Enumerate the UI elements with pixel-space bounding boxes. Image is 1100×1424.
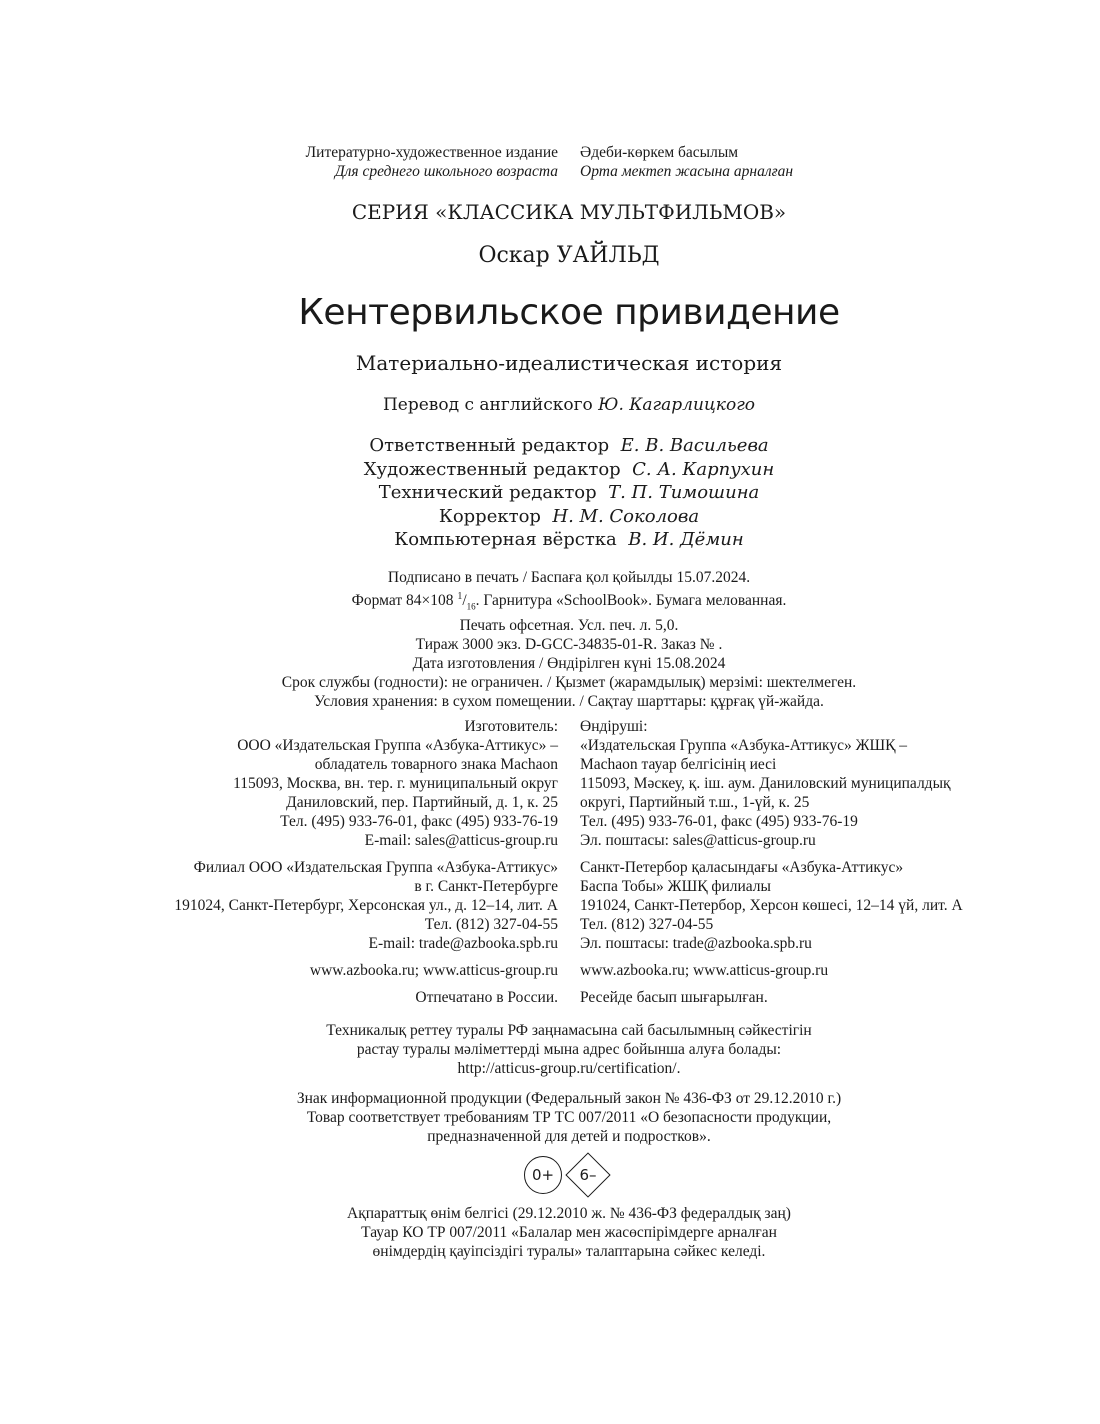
text-line: Филиал ООО «Издательская Группа «Азбука-Аттикус»: [193, 859, 558, 876]
text-line: Өндіруші:: [580, 718, 648, 735]
two-column-row: [0, 143, 1100, 162]
age-kz: Орта мектеп жасына арналған: [580, 163, 794, 180]
certification: [0, 1021, 1100, 1078]
two-column-row: [0, 717, 1100, 736]
header-block: [0, 143, 1100, 181]
branch-block: [0, 858, 1100, 953]
translation: [0, 395, 1100, 415]
two-column-row: [0, 736, 1100, 755]
text-line: E-mail: trade@azbooka.spb.ru: [368, 935, 558, 952]
print-line: Срок службы (годности): не ограничен. / Қызмет (жарамдылық) мерзімі: шектелмеген.: [281, 674, 857, 692]
two-column-row: [0, 896, 1100, 915]
text-line: Н. М. Соколова: [552, 505, 700, 527]
text-line: Тел. (495) 933-76-01, факс (495) 933-76-19: [580, 813, 858, 830]
two-column-row: [0, 915, 1100, 934]
text-line: Технический редактор: [378, 482, 597, 504]
text-line: Баспа Тобы» ЖШҚ филиалы: [580, 878, 771, 895]
text-line: Ресейде басып шығарылған.: [580, 989, 768, 1006]
certification-link[interactable]: http://atticus-group.ru/certification/.: [457, 1060, 681, 1077]
age-rating-badge: 0+: [524, 1156, 562, 1194]
signed-line: Подписано в печать / Баспаға қол қойылды 15.07.2024.: [387, 569, 751, 586]
web-links-kz[interactable]: www.azbooka.ru; www.atticus-group.ru: [580, 962, 829, 979]
two-column-row: [0, 162, 1100, 181]
text-line: Санкт-Петербор қаласындағы «Азбука-Аттикус»: [580, 859, 904, 876]
two-column-row: [0, 831, 1100, 850]
two-column-row: [0, 934, 1100, 953]
age-badges: [524, 1153, 610, 1197]
sign-ru: [0, 1089, 1100, 1146]
text-line: Е. В. Васильева: [620, 435, 769, 456]
subtitle: Материально-идеалистическая история: [355, 351, 783, 375]
text-line: Machaon тауар белгісінің иесі: [580, 756, 777, 773]
text-line: 1: [457, 591, 463, 602]
text-line: Корректор: [438, 505, 541, 527]
text-line: Эл. поштасы: trade@azbooka.spb.ru: [580, 935, 812, 952]
print-line: Дата изготовления / Өндірілген күні 15.08.2024: [412, 655, 726, 673]
manufacturer-block: [0, 717, 1100, 850]
text-line: 115093, Мәскеу, қ. іш. аум. Даниловский муниципалдық: [580, 775, 951, 792]
text-line: Тауар КО ТР 007/2011 «Балалар мен жасөспірімдерге арналған: [361, 1224, 777, 1241]
two-column-row: [0, 988, 1100, 1007]
text-line: 16: [466, 601, 476, 612]
book-title: Кентервильское привидение: [298, 292, 840, 333]
age-ru: Для среднего школьного возраста: [334, 163, 558, 180]
text-line: Т. П. Тимошина: [608, 482, 760, 504]
editor-line: [0, 528, 1100, 552]
text-line: Знак информационной продукции (Федеральный закон № 436-ФЗ от 29.12.2010 г.): [296, 1090, 842, 1107]
two-column-row: [0, 812, 1100, 831]
editors: [0, 434, 1100, 552]
two-column-row: [0, 793, 1100, 812]
text-line: предназначенной для детей и подростков».: [427, 1128, 711, 1145]
printed-block: [0, 988, 1100, 1007]
two-column-row: [0, 755, 1100, 774]
print-info: [0, 568, 1100, 711]
print-line: Печать офсетная. Усл. печ. л. 5,0.: [459, 617, 679, 635]
text-line: . Гарнитура «SchoolBook». Бумага мелованная.: [475, 592, 787, 610]
two-column-row: [0, 961, 1100, 980]
text-line: обладатель товарного знака Machaon: [314, 756, 558, 773]
web-links-ru[interactable]: www.azbooka.ru; www.atticus-group.ru: [309, 962, 558, 979]
text-line: Тел. (495) 933-76-01, факс (495) 933-76-19: [280, 813, 558, 830]
two-column-row: [0, 774, 1100, 793]
text-line: 115093, Москва, вн. тер. г. муниципальный округ: [233, 775, 558, 792]
text-line: өнімдердің қауіпсіздігі туралы» талаптарына сәйкес келеді.: [372, 1243, 766, 1260]
text-line: Эл. поштасы: sales@atticus-group.ru: [580, 832, 816, 849]
editor-line: [0, 434, 1100, 458]
text-line: Даниловский, пер. Партийный, д. 1, к. 25: [286, 794, 558, 811]
author: Оскар УАЙЛЬД: [478, 243, 660, 268]
genre-ru: Литературно-художественное издание: [305, 144, 558, 161]
text-line: Изготовитель:: [464, 718, 558, 735]
editor-line: [0, 505, 1100, 529]
two-column-row: [0, 858, 1100, 877]
text-line: Художественный редактор: [363, 458, 621, 480]
text-line: Отпечатано в России.: [415, 989, 558, 1006]
text-line: растау туралы мәліметтерді мына адрес бойынша алуға болады:: [356, 1041, 782, 1058]
print-line: Условия хранения: в сухом помещении. / Сақтау шарттары: құрғақ үй-жайда.: [314, 693, 824, 711]
text-line: Ақпараттық өнім белгісі (29.12.2010 ж. № 436-ФЗ федералдық заң): [347, 1205, 791, 1222]
text-line: Тел. (812) 327-04-55: [580, 916, 714, 933]
text-line: округі, Партийный т.ш., 1-үй, к. 25: [580, 794, 810, 811]
two-column-row: [0, 877, 1100, 896]
text-line: Техникалық реттеу туралы РФ заңнамасына сай басылымның сәйкестігін: [326, 1022, 812, 1039]
translator: Ю. Кагарлицкого: [598, 395, 756, 415]
text-line: E-mail: sales@atticus-group.ru: [364, 832, 558, 849]
text-line: 191024, Санкт-Петербор, Херсон көшесі, 12–14 үй, лит. А: [580, 897, 963, 914]
text-line: ООО «Издательская Группа «Азбука-Аттикус» –: [237, 737, 558, 754]
print-line: Тираж 3000 экз. D-GCC-34835-01-R. Заказ № .: [415, 636, 723, 654]
text-line: Ответственный редактор: [369, 435, 610, 456]
text-line: «Издательская Группа «Азбука-Аттикус» ЖШҚ –: [580, 737, 908, 754]
diamond-rating-badge: [566, 1153, 610, 1197]
format-line: Формат 84×108 $^1/_{16}$. Гарнитура «SchoolBook». Бумага мелованная.: [351, 591, 787, 612]
text-line: в г. Санкт-Петербурге: [414, 878, 558, 895]
series: СЕРИЯ «КЛАССИКА МУЛЬТФИЛЬМОВ»: [351, 200, 787, 224]
text-line: Компьютерная вёрстка: [394, 529, 617, 551]
text-line: 6–: [579, 1166, 597, 1184]
web-block: [0, 961, 1100, 980]
editor-line: [0, 458, 1100, 482]
translation-label: Перевод с английского: [382, 395, 593, 415]
text-line: В. И. Дёмин: [628, 529, 744, 551]
sign-kz: [0, 1204, 1100, 1261]
text-line: С. А. Карпухин: [632, 458, 775, 480]
text-line: Тел. (812) 327-04-55: [424, 916, 558, 933]
editor-line: [0, 481, 1100, 505]
text-line: 191024, Санкт-Петербург, Херсонская ул., д. 12–14, лит. А: [174, 897, 558, 914]
text-line: Формат 84×108: [351, 592, 458, 610]
text-line: Товар соответствует требованиям ТР ТС 007/2011 «О безопасности продукции,: [306, 1109, 832, 1126]
genre-kz: Әдеби-көркем басылым: [580, 144, 739, 161]
